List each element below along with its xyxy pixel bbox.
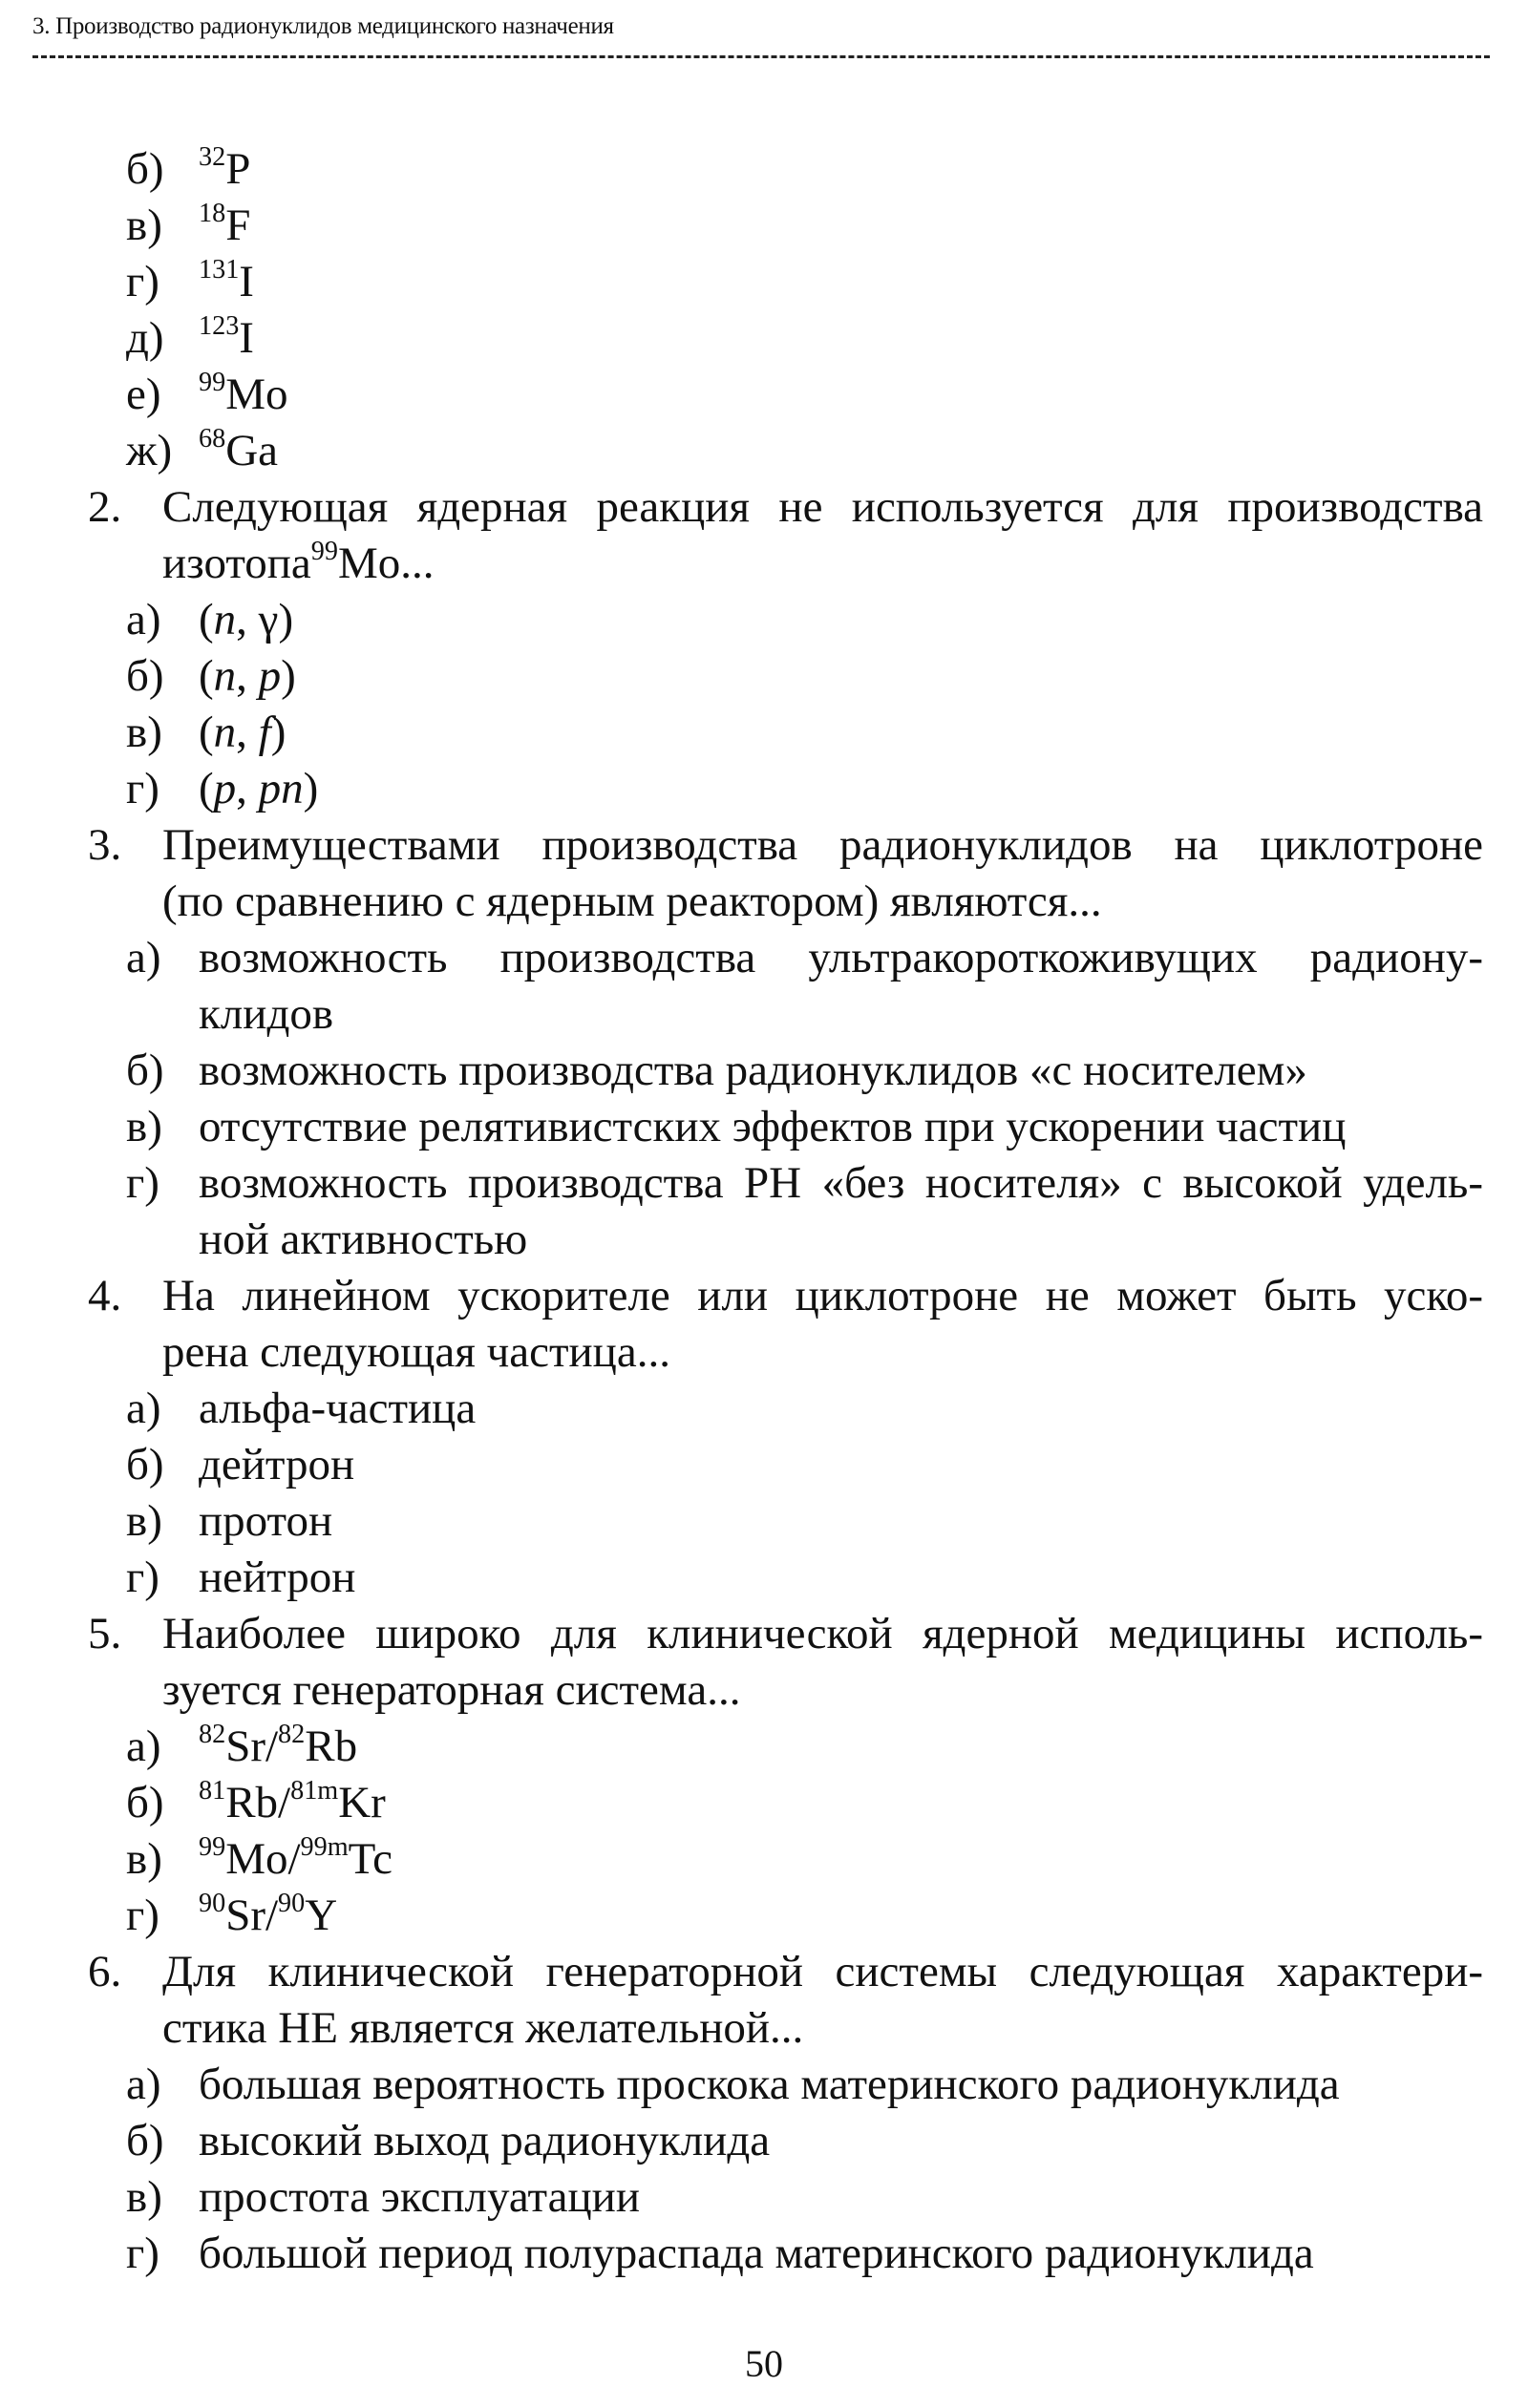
list-item [0,1099,1528,1155]
option-label: б) [126,144,164,194]
question-text: Следующая ядерная реакция не используется для производства [162,482,1483,532]
option-reaction: (n, f) [199,708,286,757]
option-text: дейтрон [199,1440,355,1489]
option-generator: $^{81}$Rb/$^{81m}$Kr [199,1775,386,1827]
question-3 [0,817,1528,874]
option-label: б) [126,2116,164,2165]
list-item-continuation [0,986,1528,1043]
option-text: альфа-частица [199,1384,477,1433]
option-label: а) [126,1384,161,1433]
list-item [0,198,1528,254]
list-item [0,2169,1528,2226]
question-text: стика НЕ является желательной... [162,2003,804,2053]
option-label: в) [126,1102,162,1151]
list-item [0,423,1528,479]
question-text: Для клинической генераторной системы следующая характери- [162,1947,1483,1996]
list-item [0,141,1528,198]
option-label: в) [126,201,162,250]
question-2-continuation [0,536,1528,592]
option-reaction: (n, γ) [199,595,294,644]
question-text: рена следующая частица... [162,1327,670,1377]
question-number: 3. [88,820,122,870]
question-number: 2. [88,482,122,532]
list-item [0,592,1528,648]
option-label: г) [126,1890,159,1940]
option-label: г) [126,1158,159,1208]
option-label: г) [126,1553,159,1602]
option-isotope: $^{99}$Mo [199,367,288,419]
question-3-continuation [0,874,1528,930]
option-text: большая вероятность проскока материнского радионуклида [199,2059,1340,2109]
option-label: в) [126,1496,162,1546]
list-item [0,367,1528,423]
option-text: отсутствие релятивистских эффектов при ускорении частиц [199,1102,1347,1151]
option-label: г) [126,764,159,813]
option-text: ной активностью [199,1215,528,1264]
question-number: 6. [88,1947,122,1996]
option-label: ж) [126,426,173,475]
option-text: протон [199,1496,333,1546]
list-item-continuation [0,1212,1528,1268]
list-item [0,254,1528,310]
option-label: д) [126,313,164,363]
header-divider [32,55,1490,58]
question-5 [0,1606,1528,1662]
question-text: зуется генераторная система... [162,1665,741,1715]
list-item [0,1775,1528,1831]
option-text: возможность производства РН «без носителя» с высокой удель- [199,1158,1483,1208]
option-text: клидов [199,989,334,1039]
list-item [0,310,1528,367]
list-item [0,2057,1528,2113]
question-number: 4. [88,1271,122,1320]
option-text: простота эксплуатации [199,2172,640,2222]
list-item [0,2113,1528,2169]
question-6 [0,1944,1528,2000]
option-reaction: (p, pn) [199,764,319,813]
list-item [0,1719,1528,1775]
option-generator: $^{99}$Mo/$^{99m}$Tc [199,1831,393,1884]
list-item [0,648,1528,705]
option-text: нейтрон [199,1553,356,1602]
option-reaction: (n, p) [199,651,296,701]
list-item [0,1550,1528,1606]
option-text: возможность производства ультракороткоживущих радиону- [199,933,1483,982]
page-number: 50 [745,2342,783,2385]
option-label: а) [126,595,161,644]
list-item [0,1437,1528,1493]
option-label: г) [126,2228,159,2278]
question-text: На линейном ускорителе или циклотроне не может быть уско- [162,1271,1483,1320]
question-5-continuation [0,1662,1528,1719]
option-label: а) [126,933,161,982]
question-text: (по сравнению с ядерным реактором) являются... [162,877,1102,926]
option-generator: $^{90}$Sr/$^{90}$Y [199,1888,338,1940]
question-6-continuation [0,2000,1528,2057]
question-2 [0,479,1528,536]
question-text: изотопа$^{99}$Mo... [162,536,435,588]
question-4-continuation [0,1324,1528,1381]
option-label: г) [126,257,159,306]
question-list [0,141,1528,2282]
option-label: б) [126,1046,164,1095]
list-item [0,1043,1528,1099]
list-item [0,761,1528,817]
option-text: высокий выход радионуклида [199,2116,771,2165]
option-label: е) [126,370,161,419]
option-label: б) [126,1440,164,1489]
list-item [0,1831,1528,1888]
list-item [0,1493,1528,1550]
option-isotope: $^{32}$P [199,141,251,194]
option-label: б) [126,651,164,701]
list-item [0,1381,1528,1437]
option-label: б) [126,1778,164,1827]
option-label: а) [126,2059,161,2109]
option-text: большой период полураспада материнского радионуклида [199,2228,1314,2278]
option-isotope: $^{123}$I [199,310,254,363]
option-label: в) [126,2172,162,2222]
option-label: в) [126,708,162,757]
option-generator: $^{82}$Sr/$^{82}$Rb [199,1719,358,1771]
option-label: а) [126,1722,161,1771]
option-isotope: $^{131}$I [199,254,254,306]
option-label: в) [126,1834,162,1884]
list-item [0,1888,1528,1944]
question-text: Наиболее широко для клинической ядерной медицины исполь- [162,1609,1483,1658]
question-number: 5. [88,1609,122,1658]
running-head: 3. Производство радионуклидов медицинского назначения [32,13,614,39]
option-isotope: $^{68}$Ga [199,423,278,475]
list-item [0,2226,1528,2282]
question-4 [0,1268,1528,1324]
list-item [0,930,1528,986]
list-item [0,705,1528,761]
question-text: Преимуществами производства радионуклидов на циклотроне [162,820,1483,870]
list-item [0,1155,1528,1212]
option-text: возможность производства радионуклидов «с носителем» [199,1046,1307,1095]
option-isotope: $^{18}$F [199,198,251,250]
